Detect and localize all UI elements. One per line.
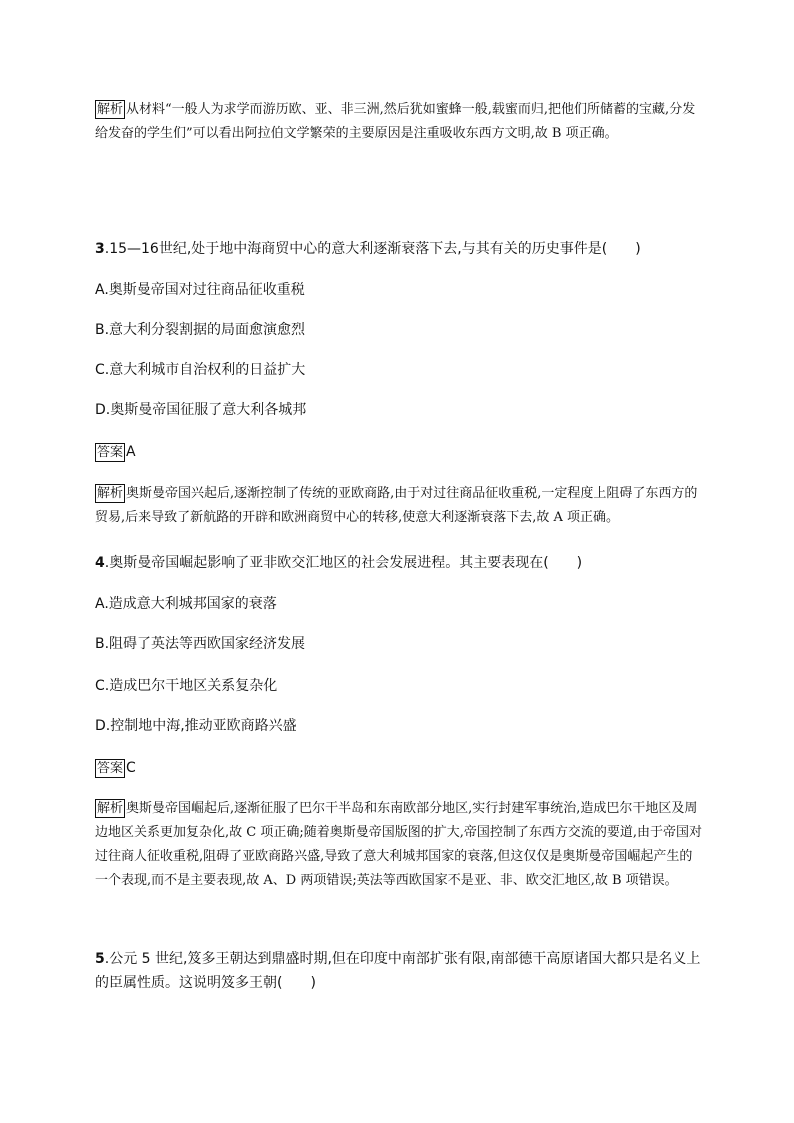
option-d: D.奥斯曼帝国征服了意大利各城邦 (95, 402, 307, 418)
analysis-block (95, 482, 705, 530)
question-3 (95, 237, 705, 261)
question-text: .奥斯曼帝国崛起影响了亚非欧交汇地区的社会发展进程。其主要表现在( ) (104, 555, 583, 571)
answer-value: C (126, 760, 136, 776)
question-number: 5 (95, 951, 105, 967)
question-5 (95, 947, 705, 995)
analysis-text: 从材料“一般人为求学而游历欧、亚、非三洲,然后犹如蜜蜂一般,载蜜而归,把他们所储蓄的宝藏,分发给发奋的学生们”可以看出阿拉伯文学繁荣的主要原因是注重吸收东西方文明,故 B 项正确。 (95, 102, 696, 141)
analysis-text: 奥斯曼帝国兴起后,逐渐控制了传统的亚欧商路,由于对过往商品征收重税,一定程度上阻碍了东西方的贸易,后来导致了新航路的开辟和欧洲商贸中心的转移,使意大利逐渐衰落下去,故 A 项正确。 (95, 486, 698, 525)
analysis-tag: 解析 (97, 486, 124, 501)
option-c: C.造成巴尔干地区关系复杂化 (95, 678, 278, 694)
option-b: B.意大利分裂割据的局面愈演愈烈 (95, 322, 306, 338)
question-text: .公元 5 世纪,笈多王朝达到鼎盛时期,但在印度中南部扩张有限,南部德干高原诸国大都只是名义上的臣属性质。这说明笈多王朝( ) (95, 951, 701, 991)
answer-block (95, 758, 705, 778)
option-a: A.造成意大利城邦国家的衰落 (95, 596, 277, 612)
answer-tag: 答案 (97, 445, 124, 460)
analysis-tag: 解析 (97, 102, 124, 117)
analysis-block (95, 98, 705, 146)
option-d: D.控制地中海,推动亚欧商路兴盛 (95, 718, 297, 734)
question-number: 3 (95, 241, 105, 257)
answer-tag: 答案 (97, 761, 124, 776)
question-number: 4 (95, 555, 105, 571)
answer-value: A (126, 444, 136, 460)
option-b: B.阻碍了英法等西欧国家经济发展 (95, 636, 306, 652)
option-c: C.意大利城市自治权利的日益扩大 (95, 362, 306, 378)
option-a: A.奥斯曼帝国对过往商品征收重税 (95, 282, 305, 298)
analysis-block (95, 797, 705, 893)
analysis-tag: 解析 (97, 801, 124, 816)
analysis-text: 奥斯曼帝国崛起后,逐渐征服了巴尔干半岛和东南欧部分地区,实行封建军事统治,造成巴尔干地区及周边地区关系更加复杂化,故 C 项正确;随着奥斯曼帝国版图的扩大,帝国控制了东西方交流的要道,由于帝国对过往商人征收重税,阻碍了亚欧商路兴盛,导致了意大利城邦国家的衰落,但这仅仅是奥斯曼帝国崛起产生的一个表现,而不是主要表现,故 A、D 两项错误;英法等西欧国家不是亚、非、欧交汇地区,故 B 项错误。 (95, 801, 702, 888)
question-text: .15—16世纪,处于地中海商贸中心的意大利逐渐衰落下去,与其有关的历史事件是( ) (104, 241, 641, 257)
question-4 (95, 551, 705, 575)
answer-block (95, 442, 705, 462)
